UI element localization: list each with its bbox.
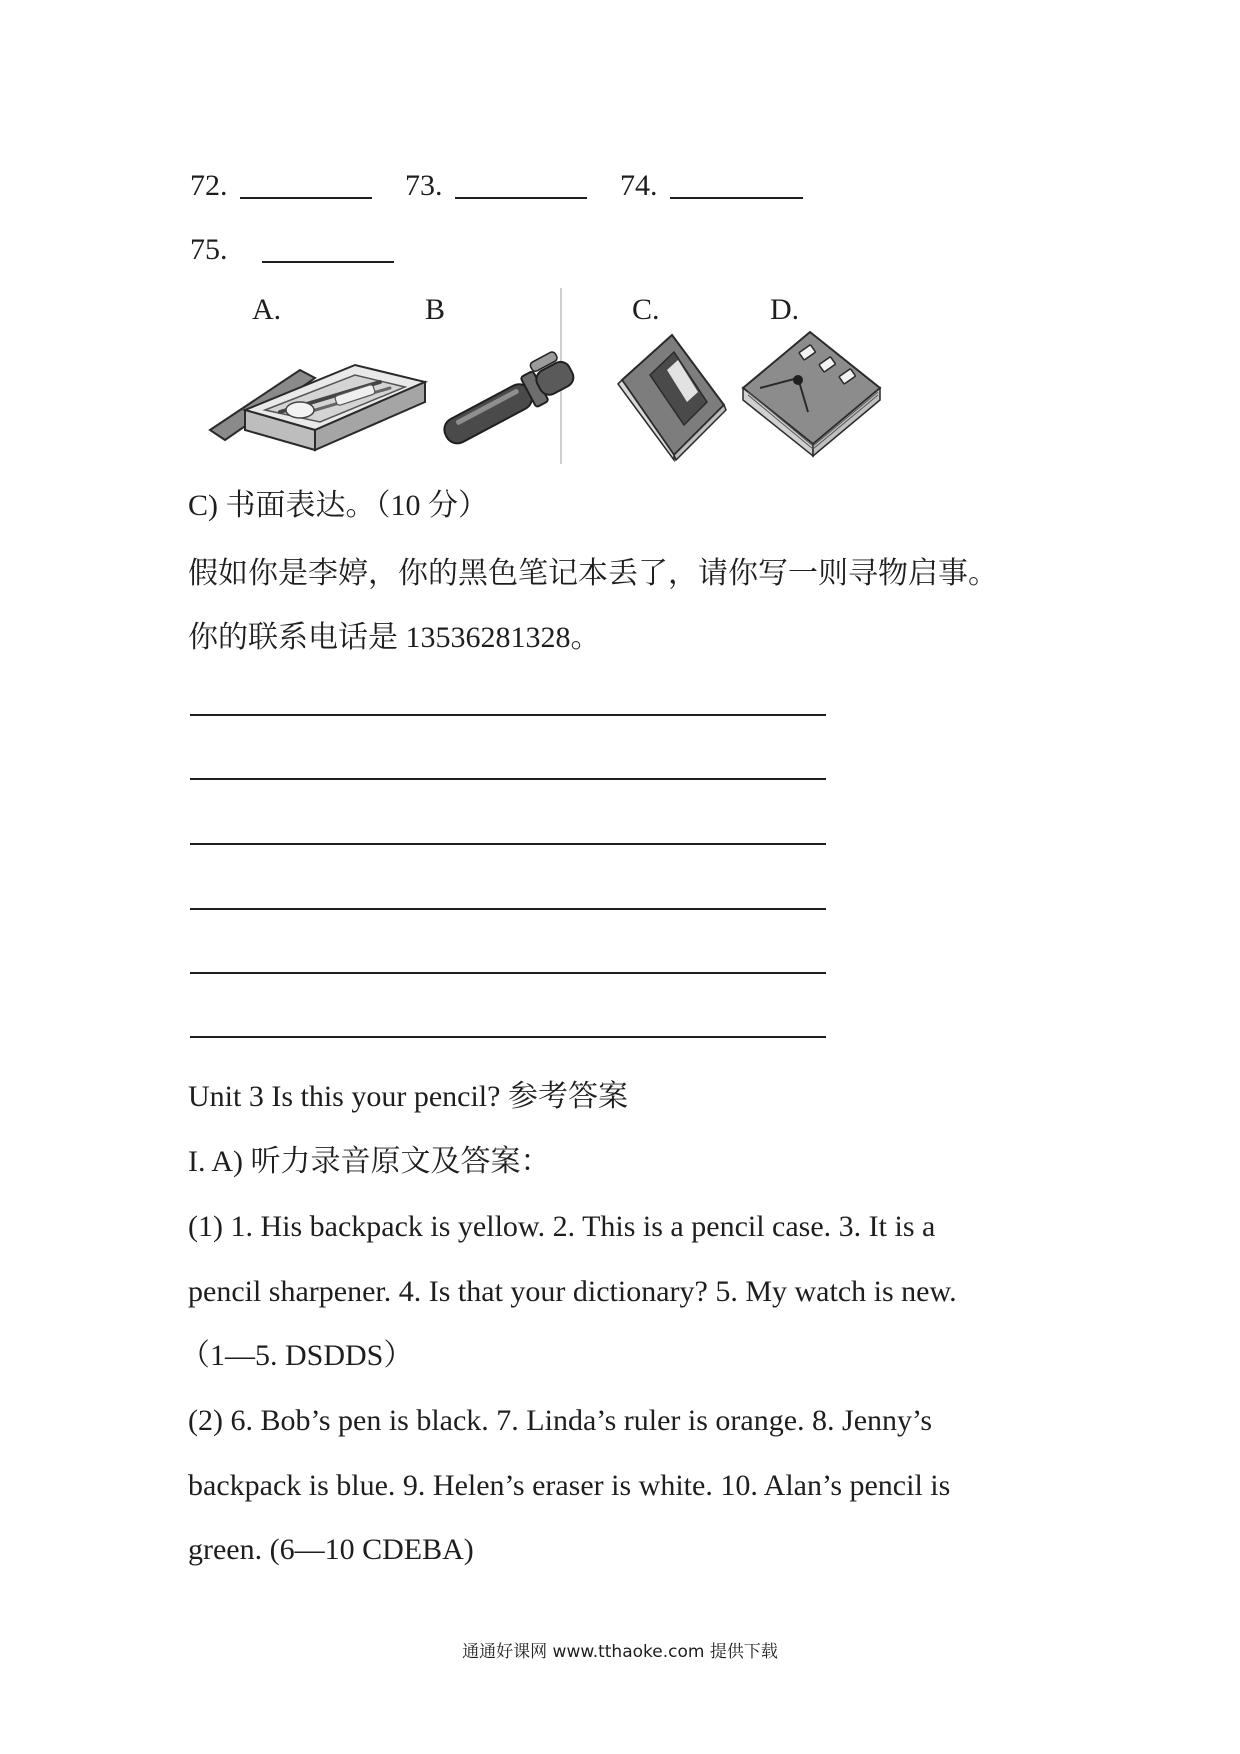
answer-key-title: Unit 3 Is this your pencil? 参考答案: [188, 1080, 628, 1113]
pen-icon: [432, 340, 592, 460]
notebook-icon: [738, 326, 888, 461]
writing-prompt-line-2: 你的联系电话是 13536281328。: [188, 621, 601, 654]
listening-part2-line3: green. (6—10 CDEBA): [188, 1533, 474, 1566]
writing-line-4[interactable]: [190, 908, 826, 910]
writing-line-5[interactable]: [190, 972, 826, 974]
option-a-label: A.: [252, 293, 282, 326]
writing-line-3[interactable]: [190, 843, 826, 845]
listening-part1-line1: (1) 1. His backpack is yellow. 2. This is a pencil case. 3. It is a: [188, 1210, 936, 1243]
book-icon: [612, 330, 732, 460]
answer-blank-74[interactable]: [670, 197, 803, 199]
listening-part2-line1: (2) 6. Bob’s pen is black. 7. Linda’s ruler is orange. 8. Jenny’s: [188, 1404, 933, 1437]
page-footer: 通通好课网 www.tthaoke.com 提供下载: [462, 1642, 778, 1662]
option-b-label: B: [425, 293, 446, 326]
answer-blank-75[interactable]: [262, 261, 394, 263]
question-74-label: 74.: [620, 169, 658, 202]
writing-section-heading: C) 书面表达。（10 分）: [188, 489, 488, 522]
listening-part1-key: （1—5. DSDDS）: [180, 1339, 414, 1372]
answer-blank-73[interactable]: [455, 197, 587, 199]
question-72-label: 72.: [190, 169, 228, 202]
listening-part1-line2: pencil sharpener. 4. Is that your dictionary? 5. My watch is new.: [188, 1275, 957, 1308]
writing-line-2[interactable]: [190, 778, 826, 780]
question-75-label: 75.: [190, 233, 228, 266]
writing-line-1[interactable]: [190, 714, 826, 716]
option-d-label: D.: [770, 293, 800, 326]
option-c-label: C.: [632, 293, 660, 326]
answer-blank-72[interactable]: [240, 197, 372, 199]
writing-line-6[interactable]: [190, 1036, 826, 1038]
answer-section-heading: I. A) 听力录音原文及答案：: [188, 1145, 551, 1178]
question-73-label: 73.: [405, 169, 443, 202]
pencil-box-icon: [205, 330, 430, 460]
writing-prompt-line-1: 假如你是李婷，你的黑色笔记本丢了，请你写一则寻物启事。: [188, 557, 998, 590]
listening-part2-line2: backpack is blue. 9. Helen’s eraser is white. 10. Alan’s pencil is: [188, 1469, 951, 1502]
